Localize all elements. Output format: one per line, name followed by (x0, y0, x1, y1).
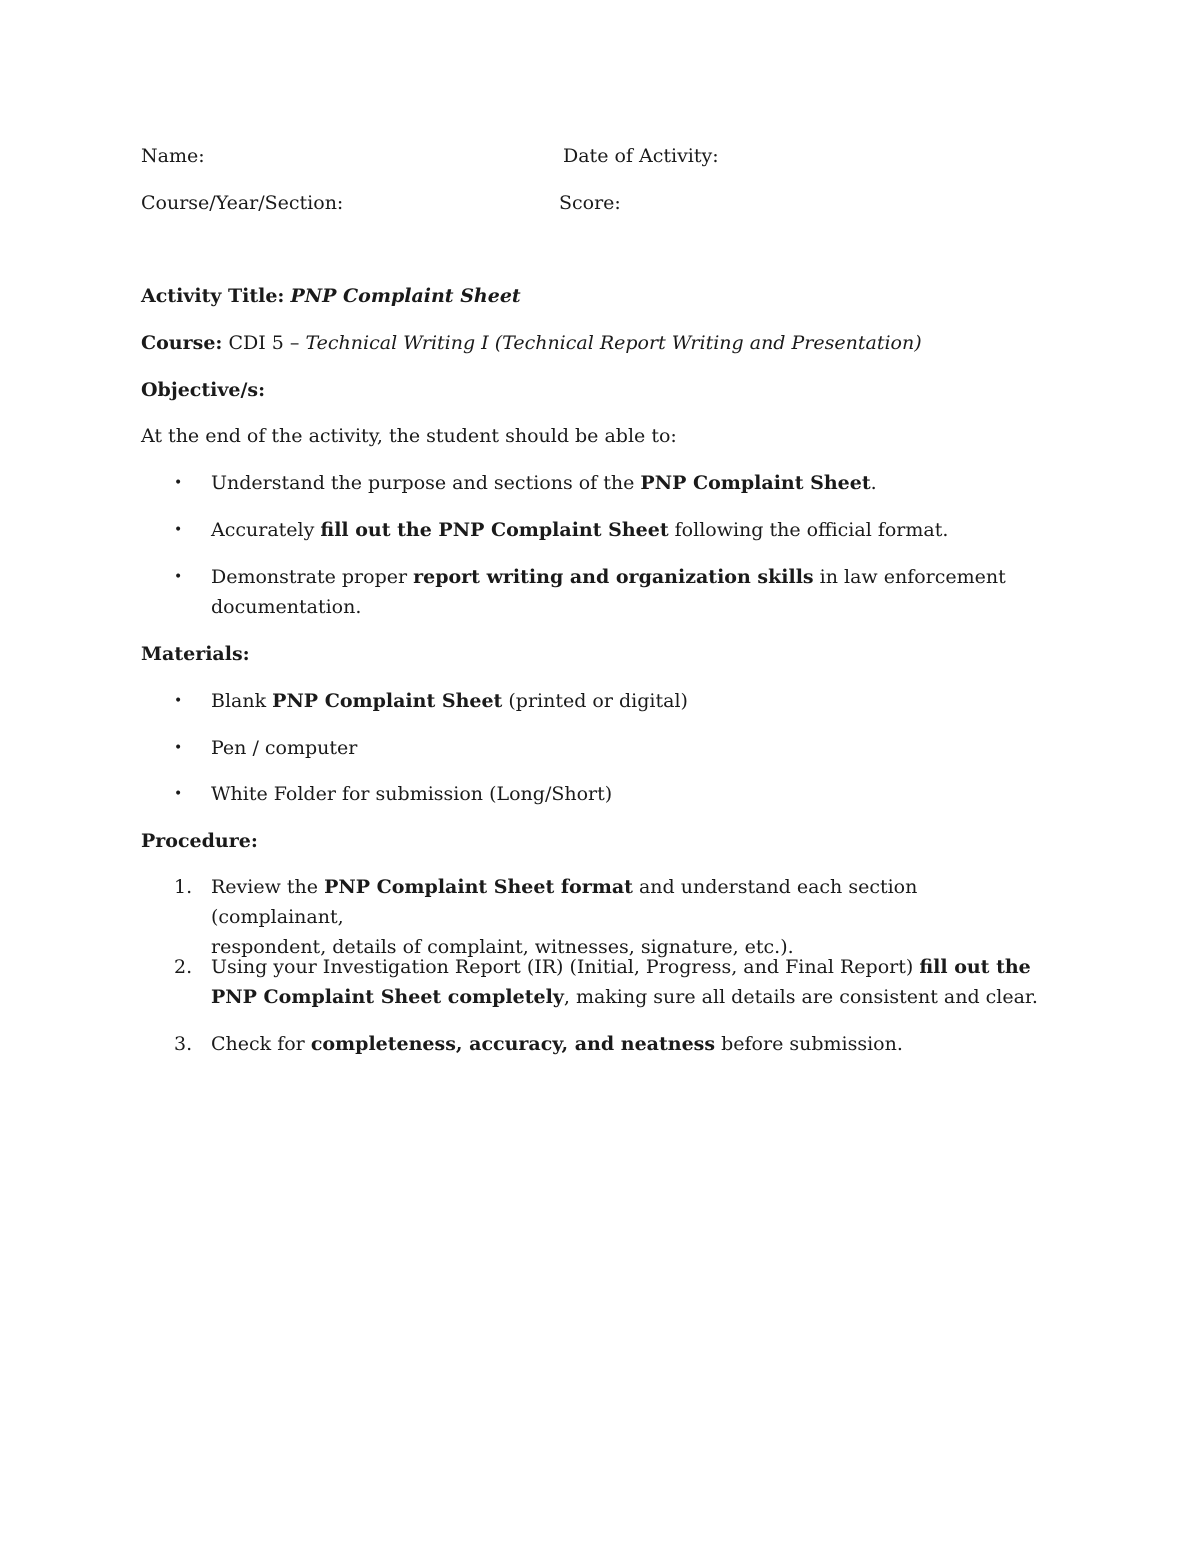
course-line (141, 331, 922, 355)
step-text: Review the PNP Complaint Sheet format and understand each section (complainant, respondent, details of complaint, witnesses, signature, etc.). (211, 876, 918, 958)
bullet-icon: • (174, 786, 183, 802)
objective-text: Demonstrate proper report writing and organization skills in law enforcement documentation. (211, 566, 1006, 618)
material-text: Pen / computer (211, 737, 358, 759)
bullet-icon: • (174, 522, 183, 538)
activity-title-value: PNP Complaint Sheet (290, 285, 521, 307)
step-number: 1. (174, 876, 193, 898)
date-of-activity-label: Date of Activity: (563, 145, 719, 167)
course-code: CDI 5 – (228, 332, 300, 354)
course-year-section-label: Course/Year/Section: (141, 192, 344, 214)
procedure-heading: Procedure: (141, 830, 258, 852)
material-text: White Folder for submission (Long/Short) (211, 783, 613, 805)
materials-heading: Materials: (141, 643, 250, 665)
objectives-heading: Objective/s: (141, 379, 266, 401)
name-label: Name: (141, 145, 205, 167)
course-label: Course: (141, 332, 223, 354)
score-label: Score: (559, 192, 621, 214)
bullet-icon: • (174, 740, 183, 756)
bullet-icon: • (174, 569, 183, 585)
objective-text: Accurately fill out the PNP Complaint Sheet following the official format. (211, 519, 949, 541)
step-text: Check for completeness, accuracy, and neatness before submission. (211, 1033, 903, 1055)
activity-title-label: Activity Title: (141, 285, 285, 307)
objective-text: Understand the purpose and sections of the PNP Complaint Sheet. (211, 472, 877, 494)
step-text: Using your Investigation Report (IR) (Initial, Progress, and Final Report) fill out the PNP Complaint Sheet completely, making sure all details are consistent and clear. (211, 956, 1038, 1008)
step-number: 3. (174, 1033, 193, 1055)
objectives-intro: At the end of the activity, the student should be able to: (141, 425, 677, 447)
material-text: Blank PNP Complaint Sheet (printed or digital) (211, 690, 688, 712)
activity-title-line (141, 284, 521, 308)
step-number: 2. (174, 956, 193, 978)
bullet-icon: • (174, 475, 183, 491)
course-name: Technical Writing I (Technical Report Writing and Presentation) (305, 332, 922, 354)
bullet-icon: • (174, 693, 183, 709)
